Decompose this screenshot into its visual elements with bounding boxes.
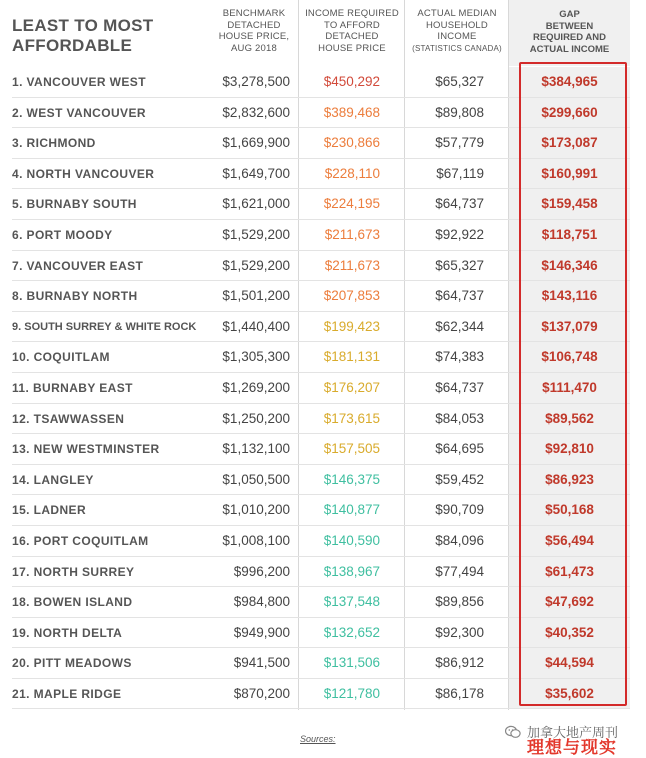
income-gap: $106,748 <box>509 342 630 373</box>
region-name: 12. TSAWWASSEN <box>12 411 125 426</box>
region-name: 3. RICHMOND <box>12 136 96 151</box>
wechat-icon <box>505 725 521 742</box>
income-gap: $118,751 <box>509 220 630 251</box>
income-gap: $143,116 <box>509 281 630 312</box>
income-required: $140,877 <box>323 502 380 518</box>
benchmark-price: $1,529,200 <box>222 226 290 242</box>
table-title: LEAST TO MOST AFFORDABLE <box>12 16 154 55</box>
benchmark-price: $1,269,200 <box>222 379 290 395</box>
region-name: 2. WEST VANCOUVER <box>12 105 146 120</box>
median-income: $92,300 <box>435 624 484 640</box>
median-income: $74,383 <box>435 349 484 365</box>
income-gap: $159,458 <box>509 189 630 220</box>
median-income: $86,178 <box>435 685 484 701</box>
header-gap: GAP BETWEEN REQUIRED AND ACTUAL INCOME <box>509 0 630 66</box>
benchmark-price: $1,529,200 <box>222 257 290 273</box>
benchmark-price: $1,621,000 <box>222 196 290 212</box>
benchmark-price: $1,132,100 <box>222 441 290 457</box>
region-name: 20. PITT MEADOWS <box>12 656 132 671</box>
row-divider <box>12 708 630 709</box>
region-name: 9. SOUTH SURREY & WHITE ROCK <box>12 320 197 333</box>
benchmark-price: $949,900 <box>233 624 290 640</box>
income-required: $389,468 <box>323 104 380 120</box>
income-required: $137,548 <box>323 594 380 610</box>
income-required: $132,652 <box>323 624 380 640</box>
header-median-income: ACTUAL MEDIAN HOUSEHOLD INCOME (STATISTICS CANADA) <box>412 8 502 53</box>
region-name: 13. NEW WESTMINSTER <box>12 442 160 457</box>
income-gap: $50,168 <box>509 495 630 526</box>
income-gap: $173,087 <box>509 128 630 159</box>
median-income: $84,053 <box>435 410 484 426</box>
benchmark-price: $996,200 <box>233 563 290 579</box>
median-income: $92,922 <box>435 226 484 242</box>
region-name: 18. BOWEN ISLAND <box>12 595 133 610</box>
region-name: 6. PORT MOODY <box>12 227 113 242</box>
benchmark-price: $1,501,200 <box>222 288 290 304</box>
income-required: $207,853 <box>323 288 380 304</box>
median-income: $64,737 <box>435 379 484 395</box>
benchmark-price: $3,278,500 <box>222 74 290 89</box>
income-required: $211,673 <box>324 257 380 273</box>
header-income-required: INCOME REQUIRED TO AFFORD DETACHED HOUSE PRICE <box>305 8 399 54</box>
income-required: $228,110 <box>324 165 380 181</box>
income-required: $230,866 <box>323 135 380 151</box>
income-required: $211,673 <box>324 226 380 242</box>
median-income: $62,344 <box>435 318 484 334</box>
benchmark-price: $1,008,100 <box>222 532 290 548</box>
income-required: $121,780 <box>323 685 380 701</box>
income-gap: $160,991 <box>509 159 630 190</box>
median-income: $65,327 <box>435 257 484 273</box>
income-required: $140,590 <box>323 532 380 548</box>
income-required: $450,292 <box>323 74 380 89</box>
median-income: $89,856 <box>435 594 484 610</box>
median-income: $67,119 <box>436 165 484 181</box>
median-income: $59,452 <box>435 471 484 487</box>
median-income: $86,912 <box>435 655 484 671</box>
income-gap: $299,660 <box>509 98 630 129</box>
income-gap: $86,923 <box>509 465 630 496</box>
region-name: 4. NORTH VANCOUVER <box>12 166 155 181</box>
region-name: 8. BURNABY NORTH <box>12 289 138 304</box>
income-gap: $92,810 <box>509 434 630 465</box>
region-name: 7. VANCOUVER EAST <box>12 258 144 273</box>
region-name: 19. NORTH DELTA <box>12 625 123 640</box>
benchmark-price: $941,500 <box>233 655 290 671</box>
region-name: 10. COQUITLAM <box>12 350 110 365</box>
benchmark-price: $870,200 <box>233 685 290 701</box>
benchmark-price: $1,050,500 <box>222 471 290 487</box>
benchmark-price: $1,305,300 <box>222 349 290 365</box>
income-gap: $40,352 <box>509 618 630 649</box>
benchmark-price: $1,250,200 <box>222 410 290 426</box>
income-required: $131,506 <box>323 655 380 671</box>
median-income: $77,494 <box>435 563 484 579</box>
income-gap: $137,079 <box>509 312 630 343</box>
income-required: $224,195 <box>323 196 380 212</box>
income-gap: $111,470 <box>509 373 630 404</box>
income-required: $176,207 <box>323 379 380 395</box>
income-gap: $61,473 <box>509 557 630 588</box>
watermark-text: 加拿大地产周刊 <box>527 725 619 740</box>
income-required: $146,375 <box>323 471 380 487</box>
income-gap: $89,562 <box>509 404 630 435</box>
income-gap: $384,965 <box>509 67 630 98</box>
income-gap: $47,692 <box>509 587 630 618</box>
benchmark-price: $1,649,700 <box>222 165 290 181</box>
income-required: $173,615 <box>323 410 380 426</box>
benchmark-price: $2,832,600 <box>222 104 290 120</box>
benchmark-price: $1,010,200 <box>222 502 290 518</box>
table-header <box>0 0 646 66</box>
median-income: $90,709 <box>435 502 484 518</box>
income-gap: $35,602 <box>509 679 630 710</box>
header-benchmark: BENCHMARK DETACHED HOUSE PRICE, AUG 2018 <box>218 8 290 54</box>
region-name: 21. MAPLE RIDGE <box>12 686 122 701</box>
income-required: $199,423 <box>323 318 380 334</box>
income-gap: $146,346 <box>509 251 630 282</box>
region-name: 17. NORTH SURREY <box>12 564 135 579</box>
median-income: $64,737 <box>435 288 484 304</box>
median-income: $64,737 <box>435 196 484 212</box>
median-income: $57,779 <box>435 135 484 151</box>
region-name: 14. LANGLEY <box>12 472 94 487</box>
income-gap: $44,594 <box>509 648 630 679</box>
region-name: 15. LADNER <box>12 503 87 518</box>
income-required: $138,967 <box>323 563 380 579</box>
benchmark-price: $1,669,900 <box>222 135 290 151</box>
gap-highlight-box <box>519 62 627 706</box>
income-required: $157,505 <box>323 441 380 457</box>
region-name: 11. BURNABY EAST <box>12 380 133 395</box>
benchmark-price: $984,800 <box>233 594 290 610</box>
median-income: $89,808 <box>435 104 484 120</box>
median-income: $84,096 <box>435 532 484 548</box>
median-income: $64,695 <box>435 441 484 457</box>
region-name: 16. PORT COQUITLAM <box>12 533 149 548</box>
sources-link[interactable]: Sources: <box>300 734 336 744</box>
benchmark-price: $1,440,400 <box>222 318 290 334</box>
income-required: $181,131 <box>323 349 380 365</box>
region-name: 1. VANCOUVER WEST <box>12 75 146 89</box>
watermark-caption: 理想与现实 <box>527 738 617 757</box>
income-gap: $56,494 <box>509 526 630 557</box>
median-income: $65,327 <box>435 74 484 89</box>
region-name: 5. BURNABY SOUTH <box>12 197 137 212</box>
